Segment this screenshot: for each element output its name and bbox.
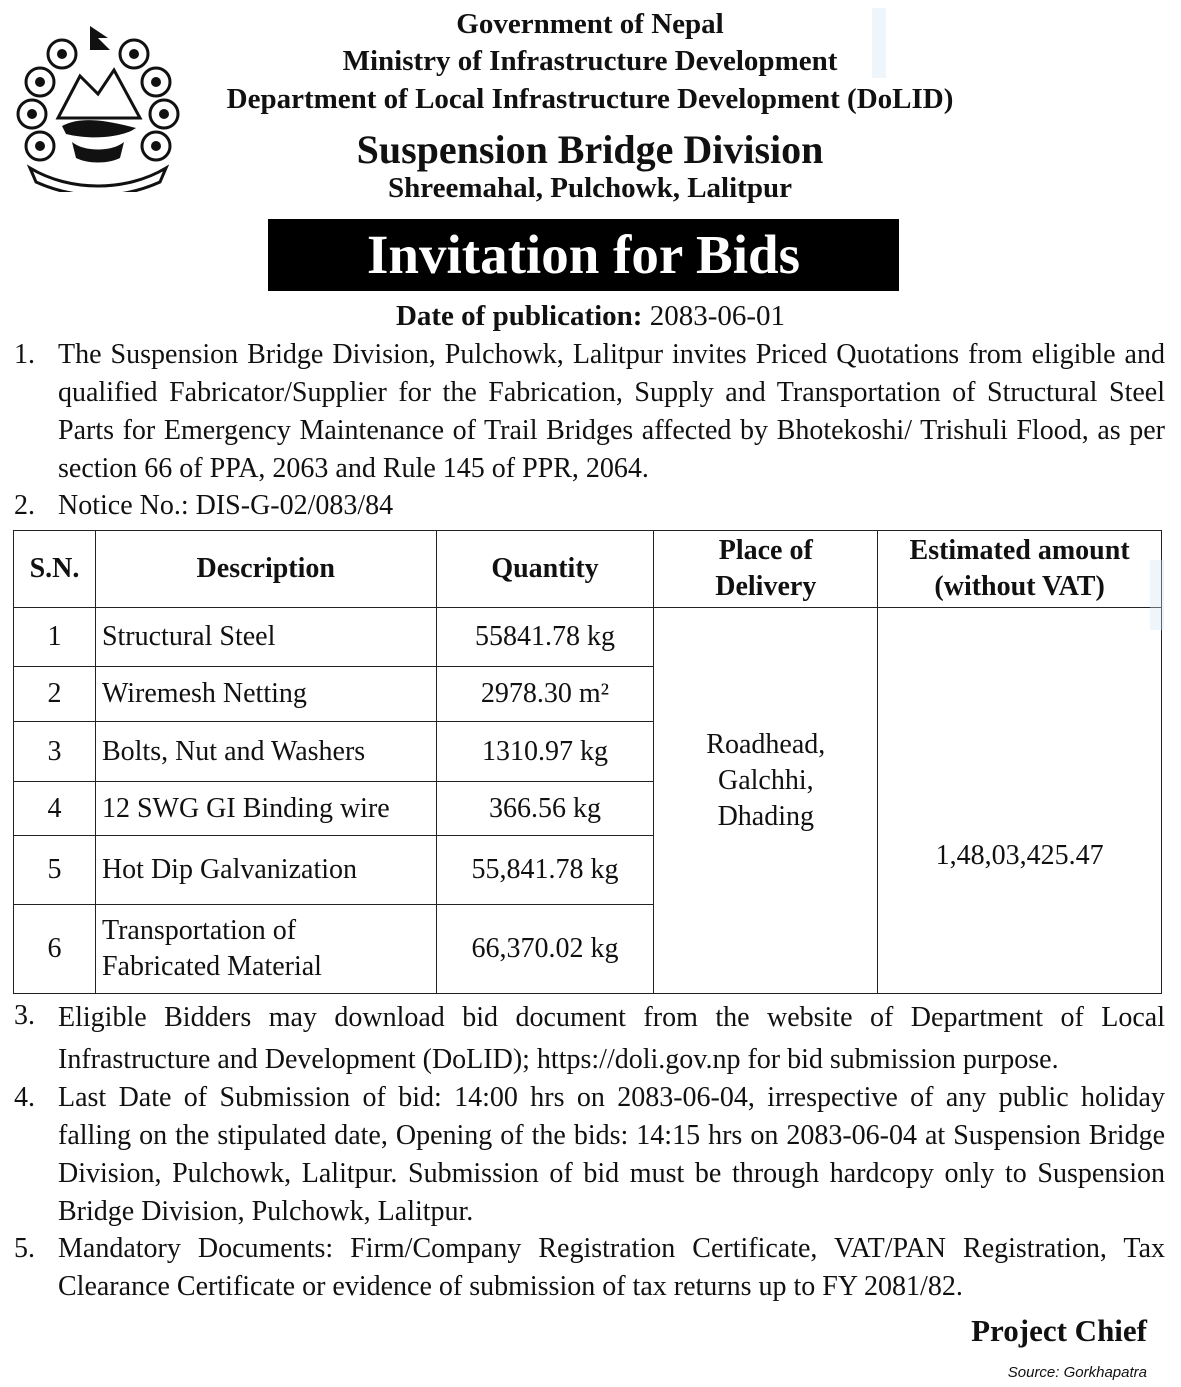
place-line3: Dhading [717,800,814,832]
header-quantity: Quantity [436,531,654,608]
cell-quantity: 55841.78 kg [436,608,654,667]
description-line1: Transportation of [101,915,297,946]
header-amount-line1: Estimated amount [909,535,1130,566]
cell-sn: 2 [14,667,96,722]
publication-date-value: 2083-06-01 [649,300,786,332]
cell-description: Structural Steel [95,608,436,667]
cell-sn: 6 [14,905,96,994]
watermark-arrow-icon [1150,560,1164,630]
item-text-submission: Last Date of Submission of bid: 14:00 hrs on 2083-06-04, irrespective of any public holiday falling on the stipulated date, Opening of the bids: 14:15 hrs on 2083-06-04 at Suspension Bridge Division, Pulchowk, Lalitpur. Submission of bid must be through hardcopy only to Suspension Bridge Division, Pulchowk, Lalitpur. [58,1082,1165,1227]
cell-quantity: 1310.97 kg [436,722,654,782]
cell-sn: 4 [14,782,96,836]
cell-quantity: 55,841.78 kg [436,836,654,905]
cell-estimated-amount: 1,48,03,425.47 [878,608,1162,994]
cell-description: 12 SWG GI Binding wire [95,782,436,836]
header-place [654,531,878,608]
item-text-documents: Mandatory Documents: Firm/Company Registration Certificate, VAT/PAN Registration, Tax Clearance Certificate or evidence of submission of tax returns up to FY 2081/82. [58,1233,1165,1302]
header-address: Shreemahal, Pulchowk, Lalitpur [388,172,792,204]
header-sn: S.N. [14,531,96,608]
item-text-invitation: The Suspension Bridge Division, Pulchowk, Lalitpur invites Priced Quotations from eligible and qualified Fabricator/Supplier for the Fabrication, Supply and Transportation of Structural Steel Parts for Emergency Maintenance of Trail Bridges affected by Bhotekoshi/ Trishuli Flood, as per section 66 of PPA, 2063 and Rule 145 of PPR, 2064. [58,339,1165,484]
cell-quantity: 66,370.02 kg [436,905,654,994]
cell-quantity: 2978.30 m² [436,667,654,722]
bid-items-table [13,530,1162,994]
header-place-line1: Place of [718,535,813,566]
table-row [14,608,1162,667]
header-government: Government of Nepal [456,8,724,40]
item-number: 2. [14,490,35,521]
watermark-arrow-icon [872,8,886,78]
cell-sn: 3 [14,722,96,782]
cell-quantity: 366.56 kg [436,782,654,836]
header-ministry: Ministry of Infrastructure Development [342,45,838,77]
publication-date-label: Date of publication: [395,300,643,332]
header-division: Suspension Bridge Division [356,127,824,172]
cell-place-of-delivery [654,608,878,994]
cell-sn: 5 [14,836,96,905]
publication-date [0,300,1181,333]
cell-sn: 1 [14,608,96,667]
item-number: 4. [14,1082,35,1113]
item-number: 1. [14,339,35,370]
cell-description: Hot Dip Galvanization [95,836,436,905]
signature: Project Chief [971,1313,1147,1348]
header-amount [878,531,1162,608]
item-text-notice: Notice No.: DIS-G-02/083/84 [58,490,394,521]
description-line2: Fabricated Material [101,951,322,982]
item-number: 3. [14,1000,35,1031]
item-number: 5. [14,1233,35,1264]
cell-description: Bolts, Nut and Washers [95,722,436,782]
header-amount-line2: (without VAT) [934,571,1105,602]
source-credit: Source: Gorkhapatra [1007,1364,1147,1381]
cell-description [95,905,436,994]
place-line1: Roadhead, [706,728,826,760]
place-line2: Galchhi, [717,764,814,796]
header-place-line2: Delivery [715,571,817,602]
page-title: Invitation for Bids [268,219,899,291]
item-text-download: Eligible Bidders may download bid document from the website of Department of Local Infrastructure and Development (DoLID); https://doli.gov.np for bid submission purpose. [58,1002,1165,1075]
header-description: Description [95,531,436,608]
table-header-row [14,531,1162,608]
cell-description: Wiremesh Netting [95,667,436,722]
header-department: Department of Local Infrastructure Development (DoLID) [226,83,954,115]
